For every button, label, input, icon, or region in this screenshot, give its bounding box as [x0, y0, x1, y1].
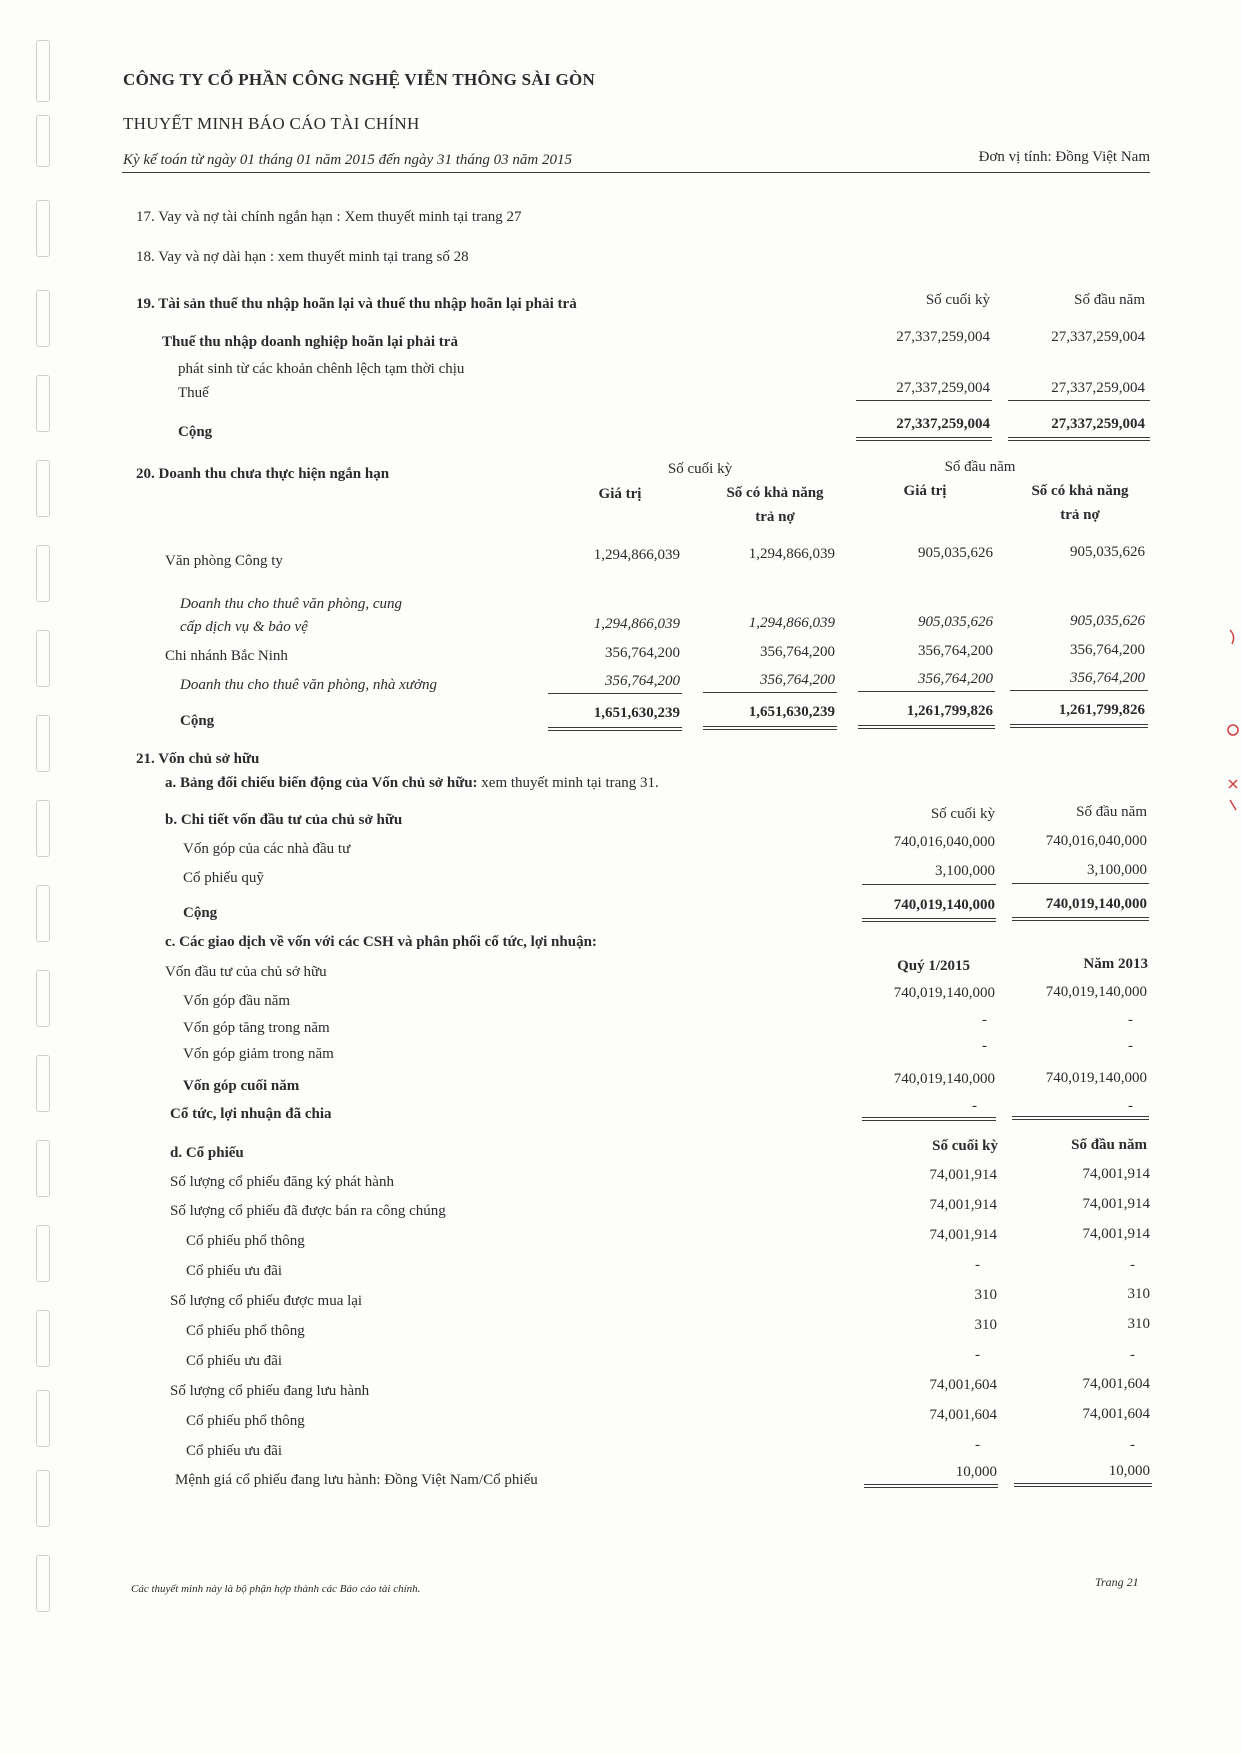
note-20-cell: 1,294,866,039	[748, 615, 835, 631]
note-21b-row-label: Vốn góp của các nhà đầu tư	[183, 841, 351, 857]
note-20-cell: 905,035,626	[1070, 613, 1145, 629]
note-21c-title: c. Các giao dịch về vốn với các CSH và phân phối cổ tức, lợi nhuận:	[165, 934, 597, 950]
double-rule	[548, 727, 682, 731]
note-21d-cell: -	[1130, 1257, 1135, 1273]
note-21c-row-label: Vốn góp tăng trong năm	[183, 1020, 330, 1036]
note-20-group-begin: Số đầu năm	[944, 459, 1016, 475]
note-20-row-label: Văn phòng Công ty	[165, 553, 283, 569]
note-21d-cell: 10,000	[955, 1464, 997, 1480]
binder-mark	[36, 200, 50, 257]
note-20-total-cell: 1,651,630,239	[593, 705, 680, 721]
note-19-total-end: 27,337,259,004	[896, 416, 990, 432]
note-21d-cell: 74,001,604	[929, 1407, 997, 1423]
note-20-total-cell: 1,261,799,826	[906, 703, 993, 719]
note-20-col-payable-end-a: Số có khả năng	[726, 485, 824, 501]
note-21d-cell: -	[1130, 1347, 1135, 1363]
note-21d-cell: 310	[1127, 1286, 1150, 1302]
note-20-row-label-b: cấp dịch vụ & bảo vệ	[180, 619, 308, 635]
note-19-row1-label: Thuế thu nhập doanh nghiệp hoãn lại phải trả	[162, 334, 458, 350]
note-21c-row-label: Vốn góp cuối năm	[183, 1078, 300, 1094]
note-21c-cell: 740,019,140,000	[1045, 984, 1147, 1000]
note-20-cell: 1,294,866,039	[593, 616, 680, 632]
note-17: 17. Vay và nợ tài chính ngắn hạn : Xem thuyết minh tại trang 27	[136, 209, 522, 225]
note-21b-total-label: Cộng	[183, 905, 218, 921]
note-20-cell: 356,764,200	[760, 644, 835, 660]
double-rule	[703, 726, 837, 730]
rule	[862, 884, 996, 885]
note-20-group-end: Số cuối kỳ	[667, 461, 733, 477]
note-21d-cell: 74,001,914	[1082, 1226, 1150, 1242]
double-rule	[1008, 437, 1150, 441]
note-21c-col-2: Năm 2013	[1083, 956, 1148, 972]
binder-mark	[36, 1390, 50, 1447]
note-21c-cell: 740,019,140,000	[893, 985, 995, 1001]
col-begin-header: Số đầu năm	[1076, 804, 1147, 820]
note-21d-cell: -	[975, 1437, 980, 1453]
note-21c-cell: -	[1128, 1038, 1133, 1054]
note-21c-row-label: Cổ tức, lợi nhuận đã chia	[170, 1106, 332, 1122]
note-19-row2-end: 27,337,259,004	[896, 380, 990, 396]
note-20-total-label: Cộng	[180, 713, 215, 729]
report-title: THUYẾT MINH BÁO CÁO TÀI CHÍNH	[123, 114, 420, 133]
note-21c-cell: 740,019,140,000	[1045, 1070, 1147, 1086]
header-rule	[122, 172, 1150, 173]
binder-mark	[36, 885, 50, 942]
note-21d-row-label: Cổ phiếu ưu đãi	[186, 1353, 283, 1369]
note-20-cell: 1,294,866,039	[593, 547, 680, 563]
note-20-total-cell: 1,261,799,826	[1058, 702, 1145, 718]
note-21b-cell: 740,016,040,000	[893, 834, 995, 850]
rule	[1010, 690, 1148, 691]
note-20-cell: 356,764,200	[918, 671, 993, 687]
binder-mark	[36, 630, 50, 687]
note-18: 18. Vay và nợ dài hạn : xem thuyết minh tại trang số 28	[136, 249, 469, 265]
note-21d-cell: 74,001,604	[929, 1377, 997, 1393]
report-period: Kỳ kế toán từ ngày 01 tháng 01 năm 2015 đến ngày 31 tháng 03 năm 2015	[123, 152, 572, 168]
note-20-cell: 356,764,200	[1070, 670, 1145, 686]
col-end-header: Số cuối kỳ	[925, 292, 990, 308]
binder-mark	[36, 800, 50, 857]
note-21d-row-label: Số lượng cổ phiếu được mua lại	[170, 1293, 363, 1309]
note-21d-cell: 74,001,604	[1082, 1406, 1150, 1422]
note-21a	[165, 775, 659, 792]
col-begin-header: Số đầu năm	[1074, 292, 1145, 308]
note-21d-row-label: Cổ phiếu ưu đãi	[186, 1443, 283, 1459]
note-20-cell: 905,035,626	[918, 614, 993, 630]
note-21d-title: d. Cổ phiếu	[170, 1145, 244, 1161]
note-21d-row-label: Số lượng cổ phiếu đã được bán ra công chúng	[170, 1203, 446, 1219]
footer-note: Các thuyết minh này là bộ phận hợp thành các Báo cáo tài chính.	[131, 1583, 421, 1595]
note-21d-cell: 310	[974, 1287, 997, 1303]
note-21b-title: b. Chi tiết vốn đầu tư của chủ sở hữu	[165, 812, 403, 828]
currency-unit: Đơn vị tính: Đồng Việt Nam	[978, 149, 1150, 165]
binder-mark	[36, 715, 50, 772]
binder-mark	[36, 1055, 50, 1112]
col-begin-header: Số đầu năm	[1071, 1137, 1147, 1153]
note-21d-cell: -	[1130, 1437, 1135, 1453]
note-21d-cell: 74,001,604	[1082, 1376, 1150, 1392]
note-21d-cell: 74,001,914	[929, 1227, 997, 1243]
note-21c-cell: 740,019,140,000	[893, 1071, 995, 1087]
note-21c-cell: -	[1128, 1098, 1133, 1114]
rule	[548, 693, 682, 694]
rule	[856, 400, 992, 401]
note-20-row-label-a: Doanh thu cho thuê văn phòng, cung	[180, 596, 403, 612]
note-19-total-label: Cộng	[178, 424, 213, 440]
binder-mark	[36, 970, 50, 1027]
note-20-cell: 356,764,200	[605, 673, 680, 689]
note-21d-row-label: Cổ phiếu ưu đãi	[186, 1263, 283, 1279]
note-21d-cell: 74,001,914	[1082, 1196, 1150, 1212]
note-21c-row-label: Vốn góp giảm trong năm	[183, 1046, 334, 1062]
note-20-row-label: Chi nhánh Bắc Ninh	[165, 648, 288, 664]
note-21b-row-label: Cổ phiếu quỹ	[183, 870, 264, 886]
note-21d-cell: -	[975, 1347, 980, 1363]
note-19-row1-begin: 27,337,259,004	[1051, 329, 1145, 345]
binder-mark	[36, 40, 50, 102]
note-21c-row-label: Vốn góp đầu năm	[183, 993, 291, 1009]
double-rule	[1010, 724, 1148, 728]
page-number: Trang 21	[1095, 1575, 1139, 1589]
note-20-title: 20. Doanh thu chưa thực hiện ngắn hạn	[136, 466, 390, 482]
note-20-col-payable-begin-b: trả nợ	[1060, 507, 1100, 523]
note-21d-cell: 310	[974, 1317, 997, 1333]
note-21d-cell: 74,001,914	[1082, 1166, 1150, 1182]
note-20-col-payable-end-b: trả nợ	[755, 509, 795, 525]
binder-mark	[36, 1470, 50, 1527]
double-rule	[862, 1117, 996, 1121]
note-21d-cell: 74,001,914	[929, 1197, 997, 1213]
note-21d-row-label: Mệnh giá cổ phiếu đang lưu hành: Đồng Việt Nam/Cổ phiếu	[175, 1472, 538, 1488]
binder-mark	[36, 545, 50, 602]
note-21c-cell: -	[972, 1098, 977, 1114]
note-21b-cell: 740,016,040,000	[1045, 833, 1147, 849]
note-21a-ref: xem thuyết minh tại trang 31.	[477, 775, 659, 791]
note-19-row2-label-a: phát sinh từ các khoản chênh lệch tạm thời chịu	[178, 361, 465, 377]
note-21b-total-begin: 740,019,140,000	[1045, 896, 1147, 912]
double-rule	[1014, 1483, 1152, 1487]
note-19-row1-end: 27,337,259,004	[896, 329, 990, 345]
note-21d-row-label: Số lượng cổ phiếu đăng ký phát hành	[170, 1174, 394, 1190]
note-21b-cell: 3,100,000	[1087, 862, 1147, 878]
note-20-cell: 356,764,200	[918, 643, 993, 659]
note-21c-col-1: Quý 1/2015	[897, 958, 970, 974]
note-19-row2-label-b: Thuế	[178, 385, 209, 401]
rule	[1008, 400, 1150, 401]
rule	[858, 691, 995, 692]
note-20-col-value-end: Giá trị	[598, 486, 642, 502]
col-end-header: Số cuối kỳ	[930, 806, 995, 822]
note-20-total-cell: 1,651,630,239	[748, 704, 835, 720]
note-19-total-begin: 27,337,259,004	[1051, 416, 1145, 432]
note-20-cell: 1,294,866,039	[748, 546, 835, 562]
note-20-row-label: Doanh thu cho thuê văn phòng, nhà xưởng	[180, 677, 437, 693]
company-name: CÔNG TY CỔ PHẦN CÔNG NGHỆ VIỄN THÔNG SÀI GÒN	[123, 70, 596, 89]
note-21b-cell: 3,100,000	[935, 863, 995, 879]
binder-mark	[36, 115, 50, 167]
note-21d-row-label: Số lượng cổ phiếu đang lưu hành	[170, 1383, 370, 1399]
note-19-row2-begin: 27,337,259,004	[1051, 380, 1145, 396]
double-rule	[1012, 917, 1149, 921]
note-21b-total-end: 740,019,140,000	[893, 897, 995, 913]
col-end-header: Số cuối kỳ	[932, 1138, 998, 1154]
note-21d-cell: 74,001,914	[929, 1167, 997, 1183]
double-rule	[864, 1484, 998, 1488]
stamp-fragment	[1226, 620, 1240, 820]
note-19-title: 19. Tài sản thuế thu nhập hoãn lại và thuế thu nhập hoãn lại phải trả	[136, 296, 577, 312]
note-21c-cell: -	[982, 1038, 987, 1054]
note-20-cell: 905,035,626	[1070, 544, 1145, 560]
note-21-title: 21. Vốn chủ sở hữu	[136, 751, 260, 767]
note-21d-cell: -	[975, 1257, 980, 1273]
binder-mark	[36, 1225, 50, 1282]
double-rule	[858, 725, 995, 729]
binder-mark	[36, 460, 50, 517]
binder-mark	[36, 1555, 50, 1612]
note-20-cell: 905,035,626	[918, 545, 993, 561]
note-21d-row-label: Cổ phiếu phổ thông	[186, 1233, 305, 1249]
note-20-cell: 356,764,200	[760, 672, 835, 688]
binder-mark	[36, 1310, 50, 1367]
note-20-cell: 356,764,200	[605, 645, 680, 661]
rule	[1012, 883, 1149, 884]
note-20-col-payable-begin-a: Số có khả năng	[1031, 483, 1129, 499]
binder-mark	[36, 375, 50, 432]
note-21c-cell: -	[982, 1012, 987, 1028]
double-rule	[856, 437, 992, 441]
binder-mark	[36, 290, 50, 347]
rule	[703, 692, 837, 693]
note-21a-title: a. Bảng đối chiếu biến động của Vốn chủ sở hữu:	[165, 775, 478, 791]
note-21d-row-label: Cổ phiếu phổ thông	[186, 1323, 305, 1339]
note-21c-cell: -	[1128, 1012, 1133, 1028]
note-21c-head: Vốn đầu tư của chủ sở hữu	[165, 964, 327, 980]
binder-mark	[36, 1140, 50, 1197]
note-21d-row-label: Cổ phiếu phổ thông	[186, 1413, 305, 1429]
double-rule	[1012, 1116, 1149, 1120]
note-21d-cell: 310	[1127, 1316, 1150, 1332]
double-rule	[862, 918, 996, 922]
note-20-col-value-begin: Giá trị	[903, 483, 947, 499]
note-20-cell: 356,764,200	[1070, 642, 1145, 658]
note-21d-cell: 10,000	[1108, 1463, 1150, 1479]
